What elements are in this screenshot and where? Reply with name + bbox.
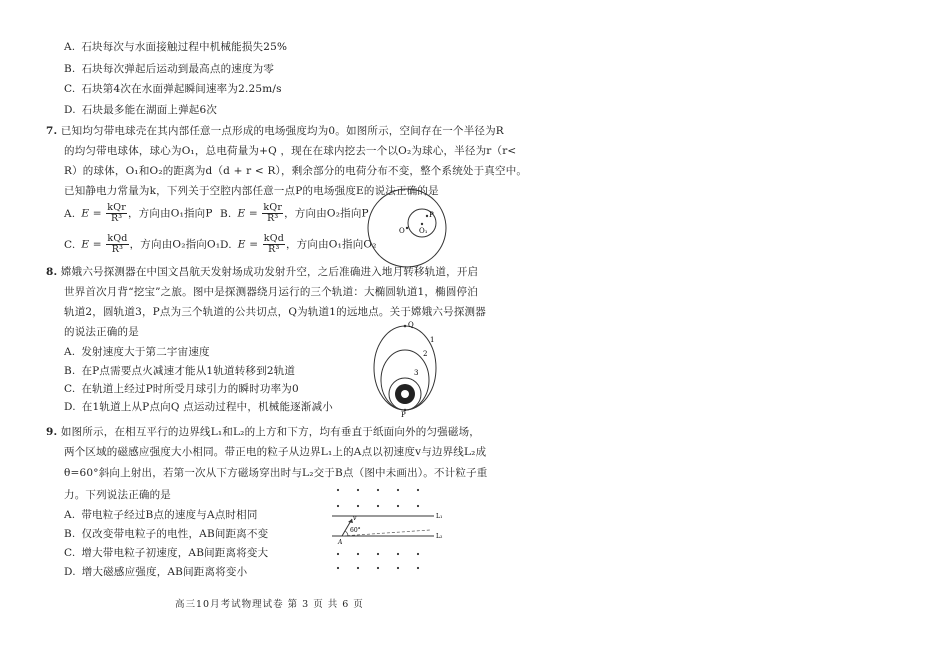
- q7-a-fraction: $\frac{\text{kQr}}{\text{R³}}$: [107, 202, 126, 224]
- q8-stem-line3: 轨道2，圆轨道3，P点为三个轨道的公共切点，Q为轨道1的远地点。关于嫦娥六号探测器: [64, 306, 486, 318]
- o2-label: O₁: [419, 227, 428, 235]
- q9-field-figure: [330, 482, 446, 574]
- angle-arc: [345, 531, 348, 536]
- q-label: Q: [408, 321, 414, 329]
- q7-stem-line4: 已知静电力常量为k，下列关于空腔内部任意一点P的电场强度E的说法正确的是: [64, 185, 439, 197]
- q9-stem-line3: θ=60°斜向上射出，若第一次从下方磁场穿出时与L₂交于B点（图中未画出）。不计粒子重: [64, 467, 488, 479]
- q7-d-fraction: $\frac{\text{kQd}}{\text{R³}}$: [263, 233, 284, 255]
- q7-stem-line1: 7. 已知均匀带电球壳在其内部任意一点形成的电场强度均为0。如图所示，空间存在一个半径为R: [46, 125, 504, 137]
- a-label: A: [338, 539, 343, 546]
- p-point: [426, 215, 428, 217]
- q8-option-b: B. 在P点需要点火减速才能从1轨道转移到2轨道: [64, 365, 296, 377]
- orbit-2-label: 2: [423, 350, 428, 358]
- q8-stem-line1: 8. 嫦娥六号探测器在中国文昌航天发射场成功发射升空，之后准确进入地月转移轨道，开启: [46, 266, 479, 278]
- q-point: [404, 325, 407, 328]
- q7-stem-line3: R）的球体，O₁和O₂的距离为d（d + r < R），剩余部分的电荷分布不变，整个系统处于真空中。: [64, 165, 528, 177]
- q7-option-a: A. E = $\frac{\text{kQr}}{\text{R³}}$ ，方向由O₁指向P: [64, 202, 213, 224]
- orbit-3-label: 3: [414, 369, 419, 377]
- q9-stem-line1: 9. 如图所示，在相互平行的边界线L₁和L₂的上方和下方，均有垂直于纸面向外的匀强磁场，: [46, 426, 480, 438]
- v-label: v: [353, 515, 357, 522]
- q9-option-d: D. 增大磁感应强度，AB间距离将变小: [64, 566, 248, 578]
- q7-option-c: C. E = $\frac{\text{kQd}}{\text{R³}}$ ，方向由O₂指向O₁: [64, 233, 221, 255]
- o1-point: [406, 227, 408, 229]
- q7-stem-line2: 的均匀带电球体，球心为O₁，总电荷量为+Q ，现在在球内挖去一个以O₂为球心，半径为r（r<: [64, 145, 517, 157]
- o2-point: [421, 223, 423, 225]
- orbit-1-label: 1: [430, 336, 435, 344]
- q9-stem-line2: 两个区域的磁感应强度大小相同。带正电的粒子从边界L₁上的A点以初速度v与边界线L₂成: [64, 446, 487, 458]
- q8-orbit-figure: [370, 318, 440, 418]
- o1-label: O: [399, 227, 405, 235]
- q6-option-c: C. 石块第4次在水面弹起瞬间速率为2.25m/s: [64, 83, 282, 95]
- moon-highlight: [401, 390, 409, 398]
- lower-field-dots: [337, 553, 419, 569]
- q9-stem-line4: 力。下列说法正确的是: [64, 489, 171, 501]
- q6-option-b: B. 石块每次弹起后运动到最高点的速度为零: [64, 63, 275, 75]
- l2-label: L₂: [436, 533, 443, 540]
- p-label: P: [429, 211, 434, 219]
- q7-option-d: D. E = $\frac{\text{kQd}}{\text{R³}}$ ，方向由O₁指向O₂: [220, 233, 377, 255]
- q8-stem-line4: 的说法正确的是: [64, 326, 139, 338]
- page-footer: 高三10月考试物理试卷 第 3 页 共 6 页: [175, 599, 364, 610]
- q7-b-fraction: $\frac{\text{kQr}}{\text{R³}}$: [263, 202, 283, 224]
- q9-option-b: B. 仅改变带电粒子的电性，AB间距离不变: [64, 528, 269, 540]
- q9-option-a: A. 带电粒子经过B点的速度与A点时相同: [64, 509, 258, 521]
- q8-option-a: A. 发射速度大于第二宇宙速度: [64, 346, 210, 358]
- q8-option-c: C. 在轨道上经过P时所受月球引力的瞬时功率为0: [64, 383, 299, 395]
- q7-c-fraction: $\frac{\text{kQd}}{\text{R³}}$: [107, 233, 128, 255]
- q7-option-b: B. E = $\frac{\text{kQr}}{\text{R³}}$ ，方向由O₂指向P: [220, 202, 369, 224]
- q8-option-d: D. 在1轨道上从P点向Q 点运动过程中，机械能逐渐减小: [64, 401, 333, 413]
- l1-label: L₁: [436, 513, 443, 520]
- p-label: P: [401, 411, 406, 418]
- angle-label: 60°: [350, 527, 361, 534]
- q9-option-c: C. 增大带电粒子初速度，AB间距离将变大: [64, 547, 269, 559]
- q8-stem-line2: 世界首次月背“挖宝”之旅。图中是探测器绕月运行的三个轨道：大椭圆轨道1，椭圆停泊: [64, 286, 478, 298]
- q6-option-d: D. 石块最多能在湖面上弹起6次: [64, 104, 218, 116]
- q7-sphere-figure: [365, 186, 449, 270]
- q6-option-a: A. 石块每次与水面接触过程中机械能损失25%: [64, 41, 288, 53]
- upper-field-dots: [337, 489, 419, 507]
